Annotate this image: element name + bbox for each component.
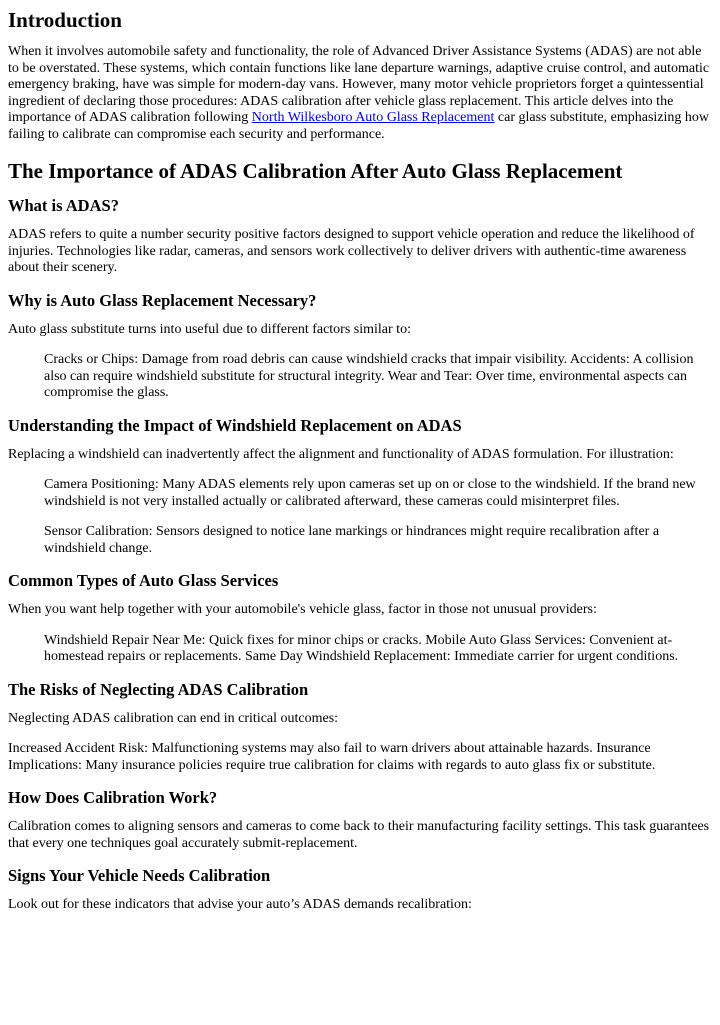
impact-heading: Understanding the Impact of Windshield Replacement on ADAS	[8, 415, 462, 435]
how-calibration-paragraph: Calibration comes to aligning sensors and cameras to come back to their manufacturing facility settings. This task guarantees that every one techniques goal accurately submit-replacement.	[8, 819, 710, 851]
intro-paragraph	[8, 44, 712, 143]
services-quote: Windshield Repair Near Me: Quick fixes for minor chips or cracks. Mobile Auto Glass Services: Convenient at-homestead repairs or replacements. Same Day Windshield Replacement: Immediate carrier for urgent conditions.	[44, 632, 679, 664]
impact-paragraph: Replacing a windshield can inadvertently affect the alignment and functionality of ADAS formulation. For illustration:	[8, 446, 674, 462]
why-replacement-quote: Cracks or Chips: Damage from road debris can cause windshield cracks that impair visibility. Accidents: A collision also can require windshield substitute for structural integrity. Wear and Tear: Over time, environmental aspects can compromise the glass.	[44, 352, 694, 400]
intro-heading: Introduction	[8, 8, 122, 32]
risks-paragraph: Neglecting ADAS calibration can end in critical outcomes:	[8, 710, 339, 726]
risks-details-paragraph: Increased Accident Risk: Malfunctioning systems may also fail to warn drivers about attainable hazards. Insurance Implications: Many insurance policies require true calibration for claims with regards to auto glass fix or substitute.	[8, 741, 656, 773]
services-heading: Common Types of Auto Glass Services	[8, 571, 279, 590]
what-is-adas-paragraph: ADAS refers to quite a number security positive factors designed to support vehicle operation and reduce the likelihood of injuries. Technologies like radar, cameras, and sensors work collectively to deliver drivers with authentic-time awareness about their scenery.	[8, 227, 695, 275]
why-replacement-paragraph: Auto glass substitute turns into useful due to different factors similar to:	[8, 321, 411, 337]
signs-heading: Signs Your Vehicle Needs Calibration	[8, 866, 271, 885]
intro-text-after-link: car glass substitute, emphasizing how failing to calibrate can compromise each security and performance.	[8, 110, 710, 142]
north-wilkesboro-link[interactable]: North Wilkesboro Auto Glass Replacement	[251, 110, 495, 125]
risks-heading: The Risks of Neglecting ADAS Calibration	[8, 679, 309, 699]
main-heading: The Importance of ADAS Calibration After Auto Glass Replacement	[8, 159, 623, 183]
intro-text-before-link: When it involves automobile safety and functionality, the role of Advanced Driver Assistance Systems (ADAS) are not able to be overstated. These systems, which contain functions like lane departure warnings, adaptive cruise control, and automatic emergency braking, have was simple for modern-day vans. However, many motor vehicle proprietors forget a quintessential ingredient of declaring those procedures: ADAS calibration after vehicle glass replacement. This article delves into the importance of ADAS calibration following	[8, 44, 710, 125]
signs-paragraph: Look out for these indicators that advise your auto’s ADAS demands recalibration:	[8, 897, 472, 912]
sensor-calibration-quote: Sensor Calibration: Sensors designed to notice lane markings or hindrances might require recalibration after a windshield change.	[44, 524, 660, 556]
how-calibration-heading: How Does Calibration Work?	[8, 788, 218, 807]
article	[0, 8, 720, 914]
camera-positioning-quote: Camera Positioning: Many ADAS elements rely upon cameras set up on or close to the windshield. If the brand new windshield is not very installed actually or calibrated afterward, these cameras could misinterpret files.	[44, 477, 696, 509]
services-paragraph: When you want help together with your automobile's vehicle glass, factor in those not unusual providers:	[8, 602, 597, 617]
why-replacement-heading: Why is Auto Glass Replacement Necessary?	[8, 290, 317, 310]
what-is-adas-heading: What is ADAS?	[8, 196, 119, 215]
